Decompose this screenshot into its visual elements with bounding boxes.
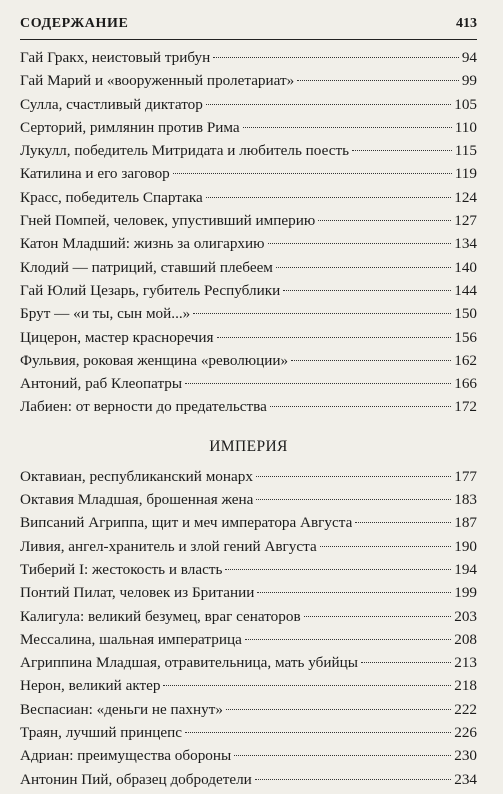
toc-entry [20,326,477,349]
toc-entry [20,349,477,372]
dot-leader [320,546,452,547]
toc-entry [20,69,477,92]
entry-title: Калигула: великий безумец, враг сенаторов [20,607,301,625]
header-page-number: 413 [456,16,477,31]
dot-leader [206,104,451,105]
dot-leader [245,639,451,640]
entry-title: Антонин Пий, образец добродетели [20,770,252,788]
entry-page-number: 194 [454,560,477,578]
entry-page-number: 127 [454,212,477,230]
entry-title: Клодий — патриций, ставший плебеем [20,258,273,276]
entry-title: Катон Младший: жизнь за олигархию [20,235,265,253]
dot-leader [217,337,452,338]
dot-leader [234,755,451,756]
section-title: ИМПЕРИЯ [209,437,288,455]
entry-page-number: 213 [454,654,477,672]
toc-entry [20,372,477,395]
dot-leader [352,150,452,151]
toc-entry [20,465,477,488]
entry-title: Випсаний Агриппа, щит и меч императора Августа [20,514,353,532]
dot-leader [270,406,451,407]
dot-leader [318,220,451,221]
entry-title: Адриан: преимущества обороны [20,747,232,765]
toc-entry [20,162,477,185]
entry-page-number: 222 [454,700,477,718]
entry-title: Катилина и его заговор [20,165,170,183]
toc-entry [20,628,477,651]
toc-entry [20,558,477,581]
entry-title: Октавиан, республиканский монарх [20,467,253,485]
entry-page-number: 156 [454,328,477,346]
entry-page-number: 190 [454,537,477,555]
toc-entry [20,535,477,558]
entry-page-number: 230 [454,747,477,765]
toc-entry [20,46,477,69]
entry-title: Траян, лучший принцепс [20,724,183,742]
entry-title: Веспасиан: «деньги не пахнут» [20,700,223,718]
header-rule [20,39,477,40]
entry-page-number: 134 [454,235,477,253]
header-title: СОДЕРЖАНИЕ [20,16,129,31]
entry-page-number: 162 [454,351,477,369]
dot-leader [268,243,452,244]
toc-entry [20,674,477,697]
toc-entry [20,139,477,162]
entry-title: Ливия, ангел-хранитель и злой гений Августа [20,537,317,555]
entry-title: Сулла, счастливый диктатор [20,95,203,113]
entry-page-number: 172 [454,398,477,416]
toc-entry [20,232,477,255]
dot-leader [257,592,451,593]
entry-page-number: 234 [454,770,477,788]
toc-entry [20,581,477,604]
toc-entry [20,186,477,209]
dot-leader [255,779,451,780]
dot-leader [185,732,451,733]
toc-entry [20,93,477,116]
entry-page-number: 226 [454,724,477,742]
entry-title: Красс, победитель Спартака [20,188,203,206]
entry-page-number: 199 [454,584,477,602]
toc-list-part2 [20,465,477,791]
toc-entry [20,605,477,628]
dot-leader [291,360,451,361]
entry-page-number: 140 [454,258,477,276]
toc-entry [20,256,477,279]
entry-page-number: 115 [454,142,477,160]
toc-list-part1 [20,46,477,419]
entry-title: Агриппина Младшая, отравительница, мать убийцы [20,654,358,672]
dot-leader [283,290,451,291]
entry-title: Нерон, великий актер [20,677,161,695]
entry-page-number: 218 [454,677,477,695]
toc-entry [20,209,477,232]
entry-title: Октавия Младшая, брошенная жена [20,491,254,509]
toc-entry [20,651,477,674]
entry-title: Мессалина, шальная императрица [20,630,242,648]
toc-entry [20,698,477,721]
entry-page-number: 208 [454,630,477,648]
entry-page-number: 124 [454,188,477,206]
dot-leader [225,569,451,570]
running-header [20,0,477,40]
entry-page-number: 99 [461,72,477,90]
dot-leader [297,80,459,81]
dot-leader [193,313,451,314]
dot-leader [213,57,459,58]
entry-page-number: 110 [454,118,477,136]
entry-page-number: 150 [454,305,477,323]
toc-entry [20,768,477,791]
dot-leader [163,685,451,686]
entry-title: Фульвия, роковая женщина «революции» [20,351,289,369]
toc-entry [20,395,477,418]
dot-leader [276,267,451,268]
entry-title: Понтий Пилат, человек из Британии [20,584,255,602]
entry-title: Гай Юлий Цезарь, губитель Республики [20,281,281,299]
entry-page-number: 119 [454,165,477,183]
entry-page-number: 183 [454,491,477,509]
entry-page-number: 166 [454,375,477,393]
entry-title: Лукулл, победитель Митридата и любитель поесть [20,142,350,160]
entry-page-number: 203 [454,607,477,625]
entry-title: Лабиен: от верности до предательства [20,398,267,416]
dot-leader [256,476,451,477]
toc-entry [20,302,477,325]
entry-page-number: 187 [454,514,477,532]
dot-leader [185,383,451,384]
entry-title: Серторий, римлянин против Рима [20,118,240,136]
entry-page-number: 105 [454,95,477,113]
entry-title: Антоний, раб Клеопатры [20,375,183,393]
entry-page-number: 144 [454,281,477,299]
toc-entry [20,116,477,139]
entry-title: Цицерон, мастер красноречия [20,328,214,346]
entry-title: Брут — «и ты, сын мой...» [20,305,191,323]
dot-leader [304,616,452,617]
entry-page-number: 177 [454,467,477,485]
dot-leader [256,499,451,500]
dot-leader [226,709,451,710]
dot-leader [206,197,452,198]
entry-title: Гней Помпей, человек, упустивший империю [20,212,316,230]
toc-entry [20,721,477,744]
toc-entry [20,488,477,511]
entry-title: Гай Марий и «вооруженный пролетариат» [20,72,295,90]
toc-entry [20,279,477,302]
toc-entry [20,511,477,534]
entry-title: Гай Гракх, неистовый трибун [20,49,211,66]
dot-leader [361,662,451,663]
toc-entry [20,744,477,767]
dot-leader [173,173,452,174]
entry-title: Тиберий I: жестокость и власть [20,560,223,578]
dot-leader [355,522,451,523]
entry-page-number: 94 [461,49,477,66]
dot-leader [243,127,452,128]
